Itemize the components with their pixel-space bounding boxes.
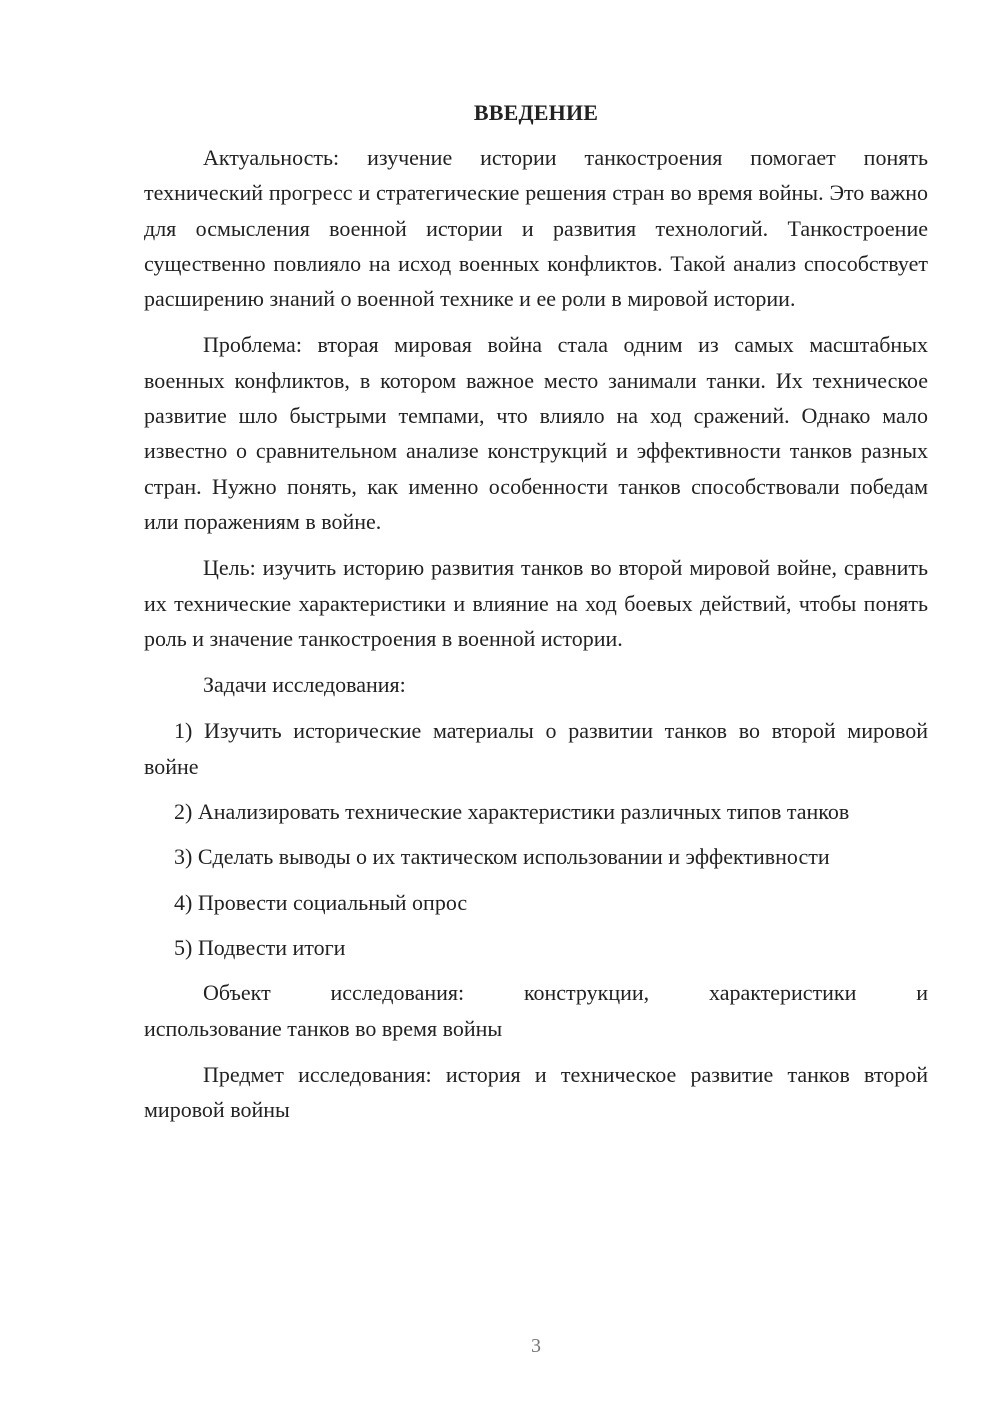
- page-content: [144, 95, 928, 1138]
- task-item-5: 5) Подвести итоги: [174, 934, 346, 960]
- tasks-heading: Задачи исследования:: [203, 672, 406, 698]
- problem-paragraph: Проблема: вторая мировая война стала одним из самых масштабных военных конфликтов, в котором важное место занимали танки. Их техническое развитие шло быстрыми темпами, что влияло на ход сражений. Однако мало известно о сравнительном анализе конструкций и эффективности танков разных стран. Нужно понять, как именно особенности танков способствовали победам или поражениям в войне.: [144, 332, 928, 534]
- subject-paragraph: Предмет исследования: история и техническое развитие танков второй мировой войны: [144, 1061, 928, 1123]
- object-paragraph: [144, 975, 928, 1046]
- relevance-paragraph: Актуальность: изучение истории танкостроения помогает понять технический прогресс и стратегические решения стран во время войны. Это важно для осмысления военной истории и развития технологий. Танкостроение существенно повлияло на исход военных конфликтов. Такой анализ способствует расширению знаний о военной технике и ее роли в мировой истории.: [144, 145, 928, 312]
- object-line-1: Объект исследования: конструкции, характеристики и: [203, 980, 928, 1006]
- object-line-2: использование танков во время войны: [144, 1015, 503, 1041]
- section-heading: ВВЕДЕНИЕ: [473, 100, 599, 125]
- task-item-4: 4) Провести социальный опрос: [174, 889, 468, 915]
- task-item-1: 1) Изучить исторические материалы о развитии танков во второй мировой войне: [144, 718, 928, 779]
- goal-paragraph: Цель: изучить историю развития танков во второй мировой войне, сравнить их технические характеристики и влияние на ход боевых действий, чтобы понять роль и значение танкостроения в военной истории.: [144, 555, 928, 651]
- page-number: 3: [531, 1335, 541, 1357]
- task-item-2: 2) Анализировать технические характеристики различных типов танков: [174, 799, 850, 825]
- task-item-3: 3) Сделать выводы о их тактическом использовании и эффективности: [174, 844, 830, 870]
